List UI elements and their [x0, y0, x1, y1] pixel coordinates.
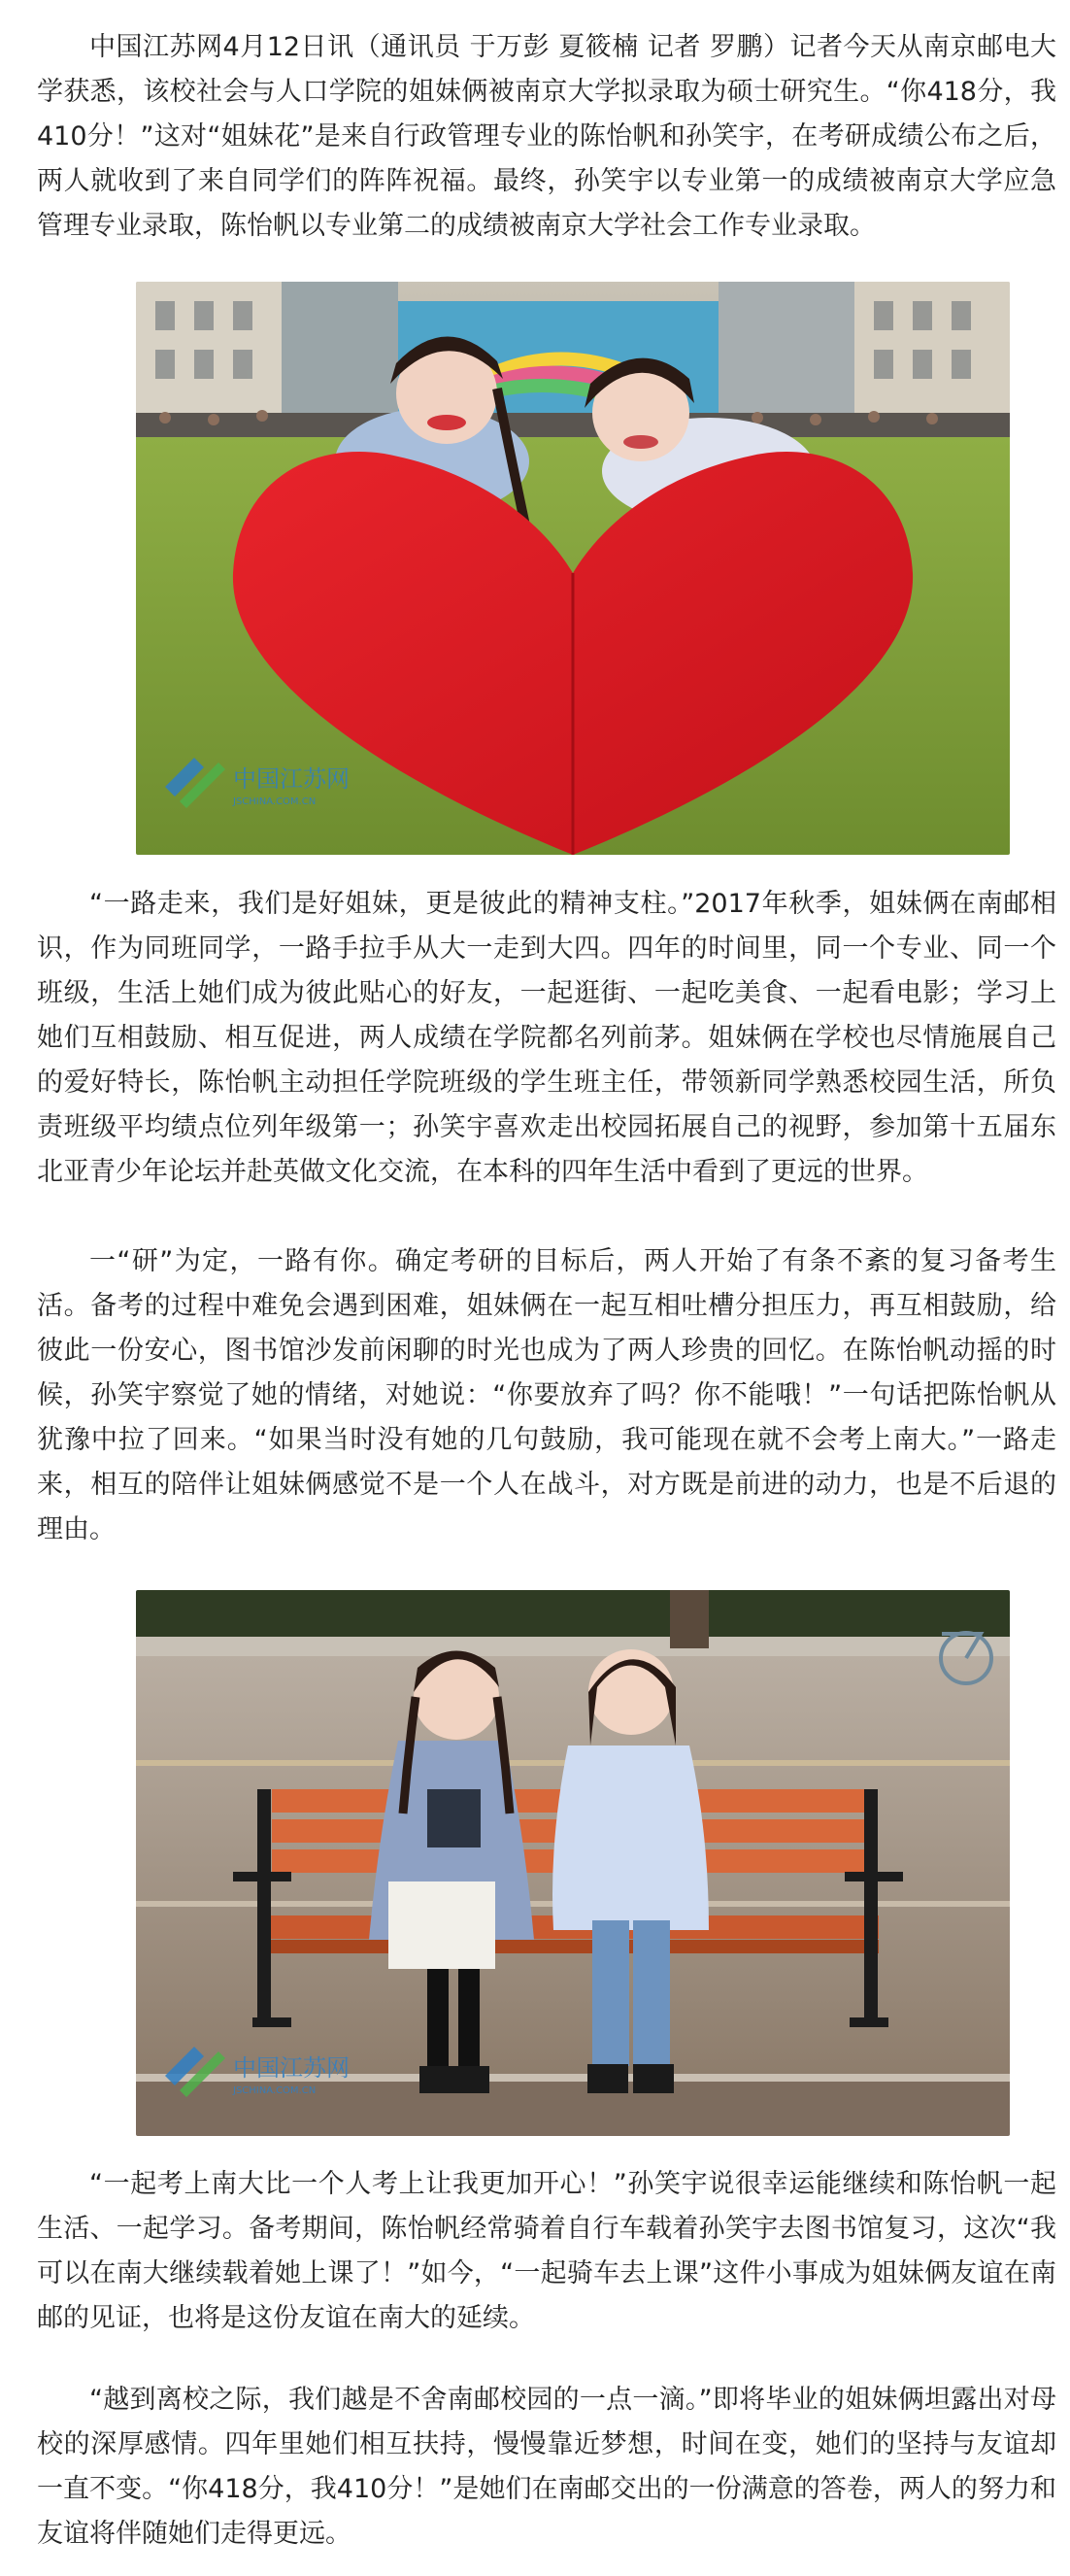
photo-heart: [136, 282, 1010, 855]
paragraph-5: “越到离校之际，我们越是不舍南邮校园的一点一滴。”即将毕业的姐妹俩坦露出对母校的深厚感情。四年里她们相互扶持，慢慢靠近梦想，时间在变，她们的坚持与友谊却一直不变。“你418分，我410分！”是她们在南邮交出的一份满意的答卷，两人的努力和友谊将伴随她们走得更远。: [37, 2385, 1056, 2549]
photo-1-watermark: 中国江苏网: [233, 765, 350, 793]
photo-2-watermark-sub: JSCHINA.COM.CN: [233, 2085, 317, 2096]
photo-bench: [136, 1590, 1010, 2136]
photo-1-watermark-sub: JSCHINA.COM.CN: [233, 797, 317, 807]
paragraph-1: 中国江苏网4月12日讯（通讯员 于万彭 夏筱楠 记者 罗鹏）记者今天从南京邮电大学获悉，该校社会与人口学院的姐妹俩被南京大学拟录取为硕士研究生。“你418分，我410分！”这对“姐妹花”是来自行政管理专业的陈怡帆和孙笑宇，在考研成绩公布之后，两人就收到了来自同学们的阵阵祝福。最终，孙笑宇以专业第一的成绩被南京大学应急管理专业录取，陈怡帆以专业第二的成绩被南京大学社会工作专业录取。: [37, 32, 1056, 241]
paragraph-4: “一起考上南大比一个人考上让我更加开心！”孙笑宇说很幸运能继续和陈怡帆一起生活、一起学习。备考期间，陈怡帆经常骑着自行车载着孙笑宇去图书馆复习，这次“我可以在南大继续载着她上课了！”如今，“一起骑车去上课”这件小事成为姐妹俩友谊在南邮的见证，也将是这份友谊在南大的延续。: [37, 2169, 1056, 2333]
paragraph-2: “一路走来，我们是好姐妹，更是彼此的精神支柱。”2017年秋季，姐妹俩在南邮相识，作为同班同学，一路手拉手从大一走到大四。四年的时间里，同一个专业、同一个班级，生活上她们成为彼此贴心的好友，一起逛街、一起吃美食、一起看电影；学习上她们互相鼓励、相互促进，两人成绩在学院都名列前茅。姐妹俩在学校也尽情施展自己的爱好特长，陈怡帆主动担任学院班级的学生班主任，带领新同学熟悉校园生活，所负责班级平均绩点位列年级第一；孙笑宇喜欢走出校园拓展自己的视野，参加第十五届东北亚青少年论坛并赴英做文化交流，在本科的四年生活中看到了更远的世界。: [37, 889, 1056, 1187]
photo-2-watermark: 中国江苏网: [233, 2054, 350, 2082]
paragraph-3: 一“研”为定，一路有你。确定考研的目标后，两人开始了有条不紊的复习备考生活。备考的过程中难免会遇到困难，姐妹俩在一起互相吐槽分担压力，再互相鼓励，给彼此一份安心，图书馆沙发前闲聊的时光也成为了两人珍贵的回忆。在陈怡帆动摇的时候，孙笑宇察觉了她的情绪，对她说：“你要放弃了吗？你不能哦！”一句话把陈怡帆从犹豫中拉了回来。“如果当时没有她的几句鼓励，我可能现在就不会考上南大。”一路走来，相互的陪伴让姐妹俩感觉不是一个人在战斗，对方既是前进的动力，也是不后退的理由。: [37, 1246, 1056, 1544]
